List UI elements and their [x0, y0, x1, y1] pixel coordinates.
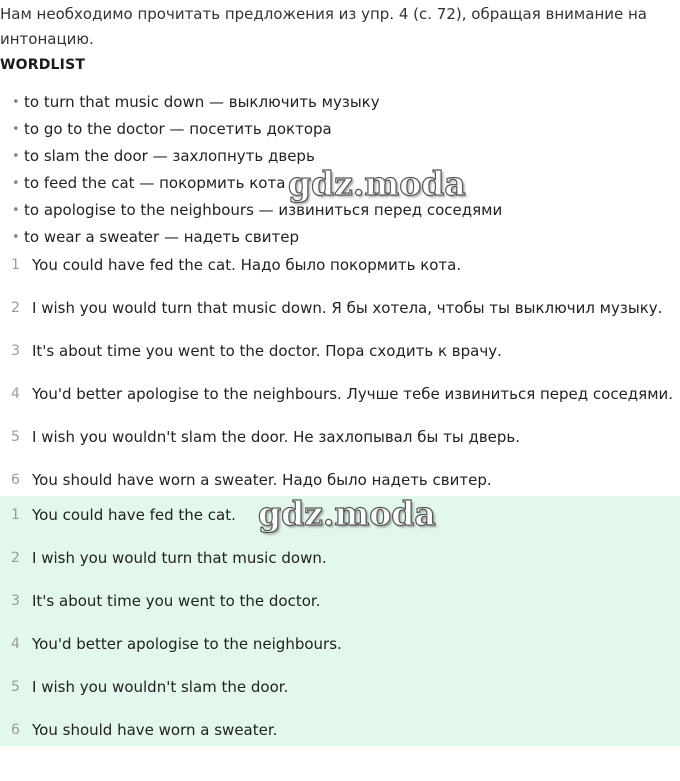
- sentence-text: You should have worn a sweater. Надо было надеть свитер.: [32, 471, 492, 489]
- sentence-number: 2: [11, 300, 20, 316]
- answer-text: I wish you wouldn't slam the door.: [32, 678, 289, 696]
- answer-box: [0, 496, 680, 746]
- answer-text: You could have fed the cat.: [32, 506, 236, 524]
- wordlist-heading: WORDLIST: [0, 57, 86, 73]
- bullet-icon: •: [12, 149, 20, 164]
- answer-text: I wish you would turn that music down.: [32, 549, 327, 567]
- bullet-icon: •: [12, 230, 20, 245]
- sentence-text: I wish you wouldn't slam the door. Не захлопывал бы ты дверь.: [32, 428, 521, 446]
- answer-number: 2: [11, 550, 20, 566]
- answer-text: You'd better apologise to the neighbours.: [32, 635, 342, 653]
- sentence-number: 5: [11, 429, 20, 445]
- wordlist-item-text: to apologise to the neighbours — извиниться перед соседями: [24, 201, 503, 219]
- answer-text: You should have worn a sweater.: [32, 721, 278, 739]
- sentence-number: 6: [11, 472, 20, 488]
- answer-number: 4: [11, 636, 20, 652]
- watermark-logo: gdz.moda: [288, 164, 466, 203]
- sentence-text: It's about time you went to the doctor. Пора сходить к врачу.: [32, 342, 502, 360]
- wordlist-item-text: to wear a sweater — надеть свитер: [24, 228, 299, 246]
- bullet-icon: •: [12, 122, 20, 137]
- answer-number: 6: [11, 722, 20, 738]
- sentence-number: 1: [11, 257, 20, 273]
- wordlist-item-text: to feed the cat — покормить кота: [24, 174, 286, 192]
- sentence-number: 4: [11, 386, 20, 402]
- answer-text: It's about time you went to the doctor.: [32, 592, 321, 610]
- wordlist-item-text: to turn that music down — выключить музыку: [24, 93, 380, 111]
- watermark-logo: gdz.moda: [258, 494, 436, 533]
- intro-text: Нам необходимо прочитать предложения из упр. 4 (с. 72), обращая внимание на интонацию.: [0, 5, 647, 48]
- bullet-icon: •: [12, 95, 20, 110]
- bullet-icon: •: [12, 203, 20, 218]
- sentence-text: I wish you would turn that music down. Я бы хотела, чтобы ты выключил музыку.: [32, 299, 663, 317]
- bullet-icon: •: [12, 176, 20, 191]
- sentence-text: You could have fed the cat. Надо было покормить кота.: [32, 256, 462, 274]
- sentence-text: You'd better apologise to the neighbours. Лучше тебе извиниться перед соседями.: [32, 385, 674, 403]
- wordlist-item-text: to go to the doctor — посетить доктора: [24, 120, 332, 138]
- answer-number: 3: [11, 593, 20, 609]
- answer-number: 5: [11, 679, 20, 695]
- sentence-number: 3: [11, 343, 20, 359]
- wordlist-item-text: to slam the door — захлопнуть дверь: [24, 147, 315, 165]
- answer-number: 1: [11, 507, 20, 523]
